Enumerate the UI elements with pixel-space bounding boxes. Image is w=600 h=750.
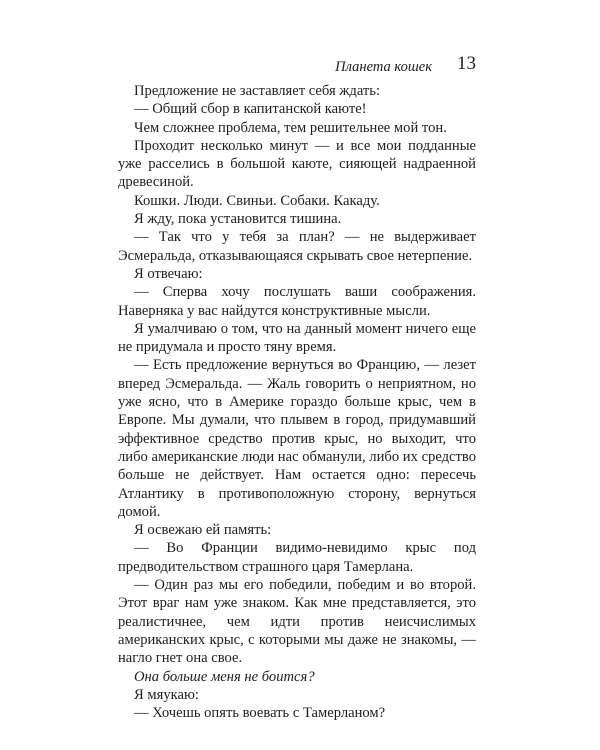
page-number: 13 [457,53,476,74]
paragraph: Я мяукаю: [134,686,199,703]
running-title: Планета кошек [335,59,432,75]
paragraph: — Сперва хочу послушать ваши соображения. Наверняка у вас найдутся конструктивные мысли. [118,284,476,319]
paragraph: Я жду, пока установится тишина. [134,211,342,228]
paragraph: Чем сложнее проблема, тем решительнее мой тон. [134,119,447,136]
italic-thought-paragraph: Она больше меня не боится? [134,668,315,685]
paragraph: — Хочешь опять воевать с Тамерланом? [134,705,386,722]
paragraph: Предложение не заставляет себя ждать: [134,83,381,99]
paragraph: — Во Франции видимо-невидимо крыс под предводительством страшного царя Тамерлана. [118,540,476,575]
body-text [118,82,476,722]
paragraph: Я отвечаю: [134,265,203,282]
paragraph: — Общий сбор в капитанской каюте! [134,101,367,118]
paragraph: Я освежаю ей память: [134,522,272,539]
book-page [118,48,476,722]
paragraph: Кошки. Люди. Свиньи. Собаки. Какаду. [134,192,380,209]
paragraph: Я умалчиваю о том, что на данный момент ничего еще не придумала и просто тяну время. [118,320,476,356]
paragraph: — Так что у тебя за план? — не выдерживает Эсмеральда, отказывающаяся скрывать свое нетерпение. [118,229,476,264]
paragraph: — Есть предложение вернуться во Францию, — лезет вперед Эсмеральда. — Жаль говорить о неприятном, но уже ясно, что в Америке гораздо больше крыс, чем в Европе. Мы думали, что плывем в город, придумавший эффективное средство против крыс, но выходит, что либо американские люди нас обманули, либо их средство больше не действует. Нам остается одно: пересечь Атлантику в противоположную сторону, вернуться домой. [118,357,476,520]
paragraph: Проходит несколько минут — и все мои подданные уже расселись в большой каюте, сияющей надраенной древесиной. [118,137,476,191]
running-head [118,48,476,82]
paragraph: — Один раз мы его победили, победим и во второй. Этот враг нам уже знаком. Как мне представляется, это реалистичнее, чем идти против неисчислимых американских крыс, с которыми мы даже не знакомы, — нагло гнет она свое. [118,577,476,667]
